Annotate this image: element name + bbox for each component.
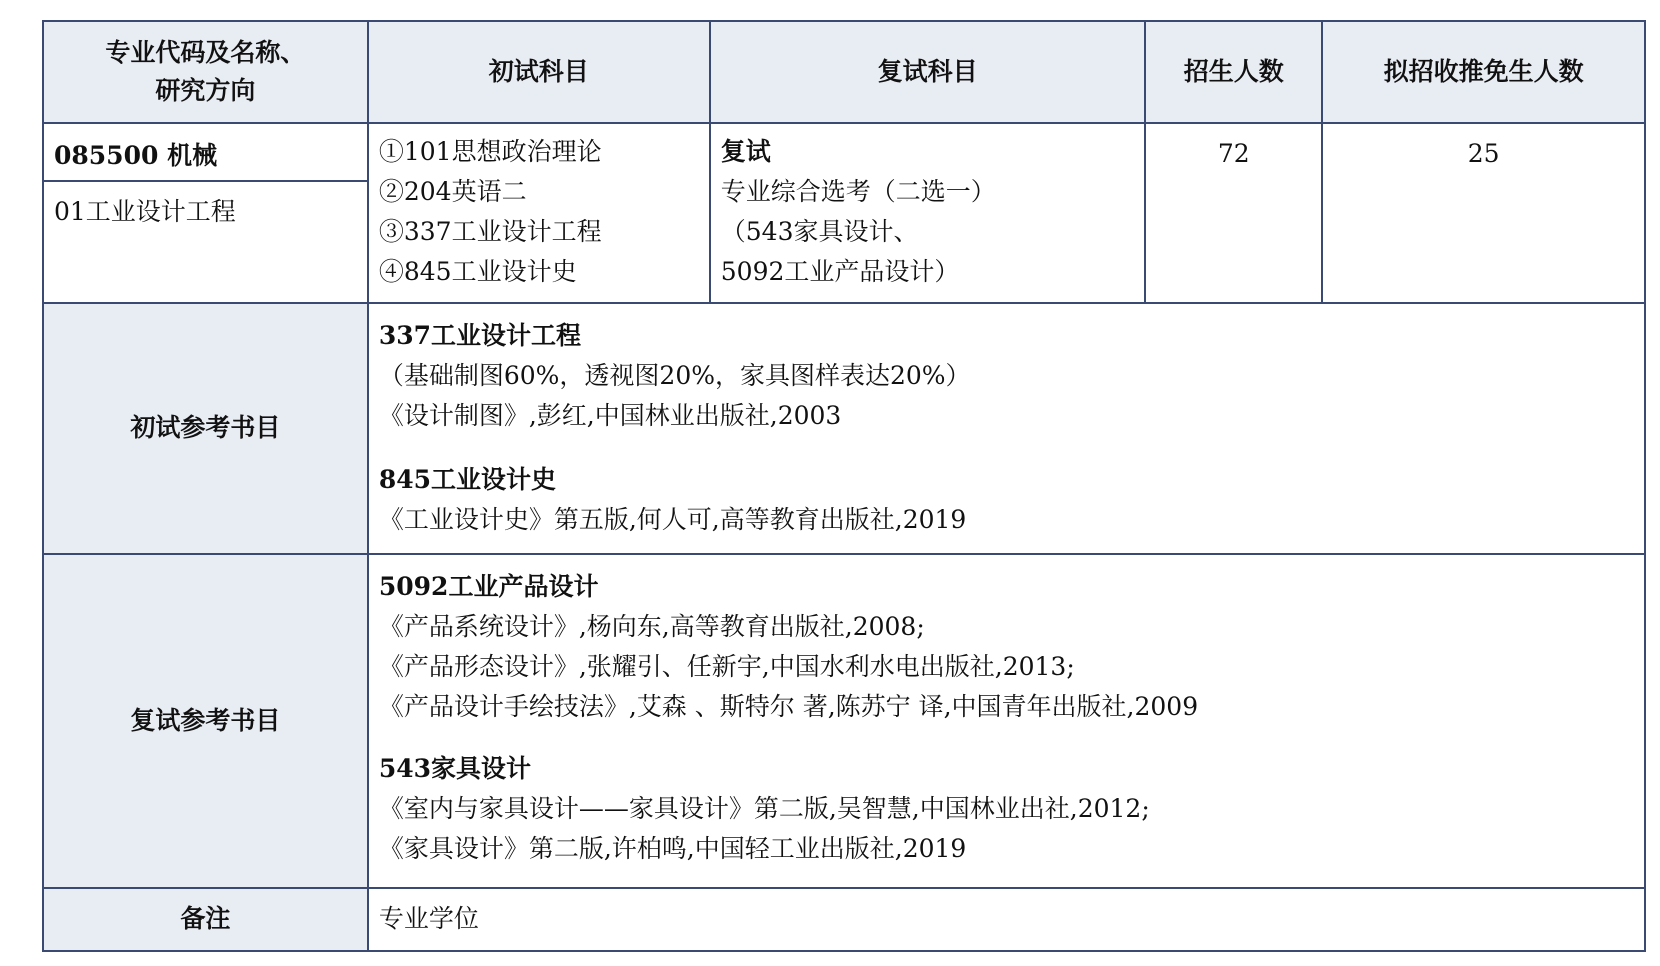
remarks-value: 专业学位 <box>368 888 1645 951</box>
ref-group-title: 845工业设计史 <box>378 464 557 494</box>
program-row <box>43 123 1645 302</box>
header-recommended: 拟招收推免生人数 <box>1322 21 1645 123</box>
ref-line: 《室内与家具设计——家具设计》第二版,吴智慧,中国林业出社,2012; <box>378 794 1150 824</box>
initial-subjects-cell <box>368 123 710 302</box>
retest-line: （543家具设计、 <box>720 217 919 247</box>
enrollment-count: 72 <box>1145 123 1322 302</box>
header-row <box>43 21 1645 123</box>
initial-refs-content <box>368 303 1645 554</box>
header-initial-subjects: 初试科目 <box>368 21 710 123</box>
ref-line: （基础制图60%，透视图20%，家具图样表达20%） <box>378 360 971 390</box>
program-direction: 01工业设计工程 <box>54 197 236 227</box>
ref-line: 《产品形态设计》,张耀引、任新宇,中国水利水电出版社,2013; <box>378 652 1075 682</box>
header-major: 专业代码及名称、 研究方向 <box>43 21 368 123</box>
retest-subjects-cell <box>710 123 1146 302</box>
initial-subject: ①101思想政治理论 <box>378 137 602 167</box>
initial-subject: ②204英语二 <box>378 177 527 207</box>
ref-line: 《设计制图》,彭红,中国林业出版社,2003 <box>378 400 842 430</box>
ref-line: 《工业设计史》第五版,何人可,高等教育出版社,2019 <box>378 504 967 534</box>
initial-subject: ③337工业设计工程 <box>378 217 602 247</box>
header-enrollment: 招生人数 <box>1145 21 1322 123</box>
ref-line: 《产品设计手绘技法》,艾森 、斯特尔 著,陈苏宁 译,中国青年出版社,2009 <box>378 692 1199 722</box>
ref-group-title: 5092工业产品设计 <box>378 572 599 602</box>
retest-refs-content <box>368 554 1645 888</box>
ref-line: 《产品系统设计》,杨向东,高等教育出版社,2008; <box>378 612 925 642</box>
admissions-table <box>42 20 1646 952</box>
retest-refs-label: 复试参考书目 <box>43 554 368 888</box>
retest-title: 复试 <box>720 137 771 167</box>
retest-line: 5092工业产品设计） <box>720 257 960 287</box>
remarks-row <box>43 888 1645 951</box>
recommended-count: 25 <box>1322 123 1645 302</box>
remarks-label: 备注 <box>43 888 368 951</box>
ref-group-title: 543家具设计 <box>378 754 532 784</box>
program-code-name: 085500 机械 <box>44 124 367 182</box>
header-retest-subjects: 复试科目 <box>710 21 1146 123</box>
initial-refs-row <box>43 303 1645 554</box>
ref-group-title: 337工业设计工程 <box>378 320 582 350</box>
initial-subject: ④845工业设计史 <box>378 257 577 287</box>
initial-refs-label: 初试参考书目 <box>43 303 368 554</box>
ref-line: 《家具设计》第二版,许柏鸣,中国轻工业出版社,2019 <box>378 834 967 864</box>
retest-refs-row <box>43 554 1645 888</box>
program-cell <box>43 123 368 302</box>
retest-line: 专业综合选考（二选一） <box>720 177 996 207</box>
